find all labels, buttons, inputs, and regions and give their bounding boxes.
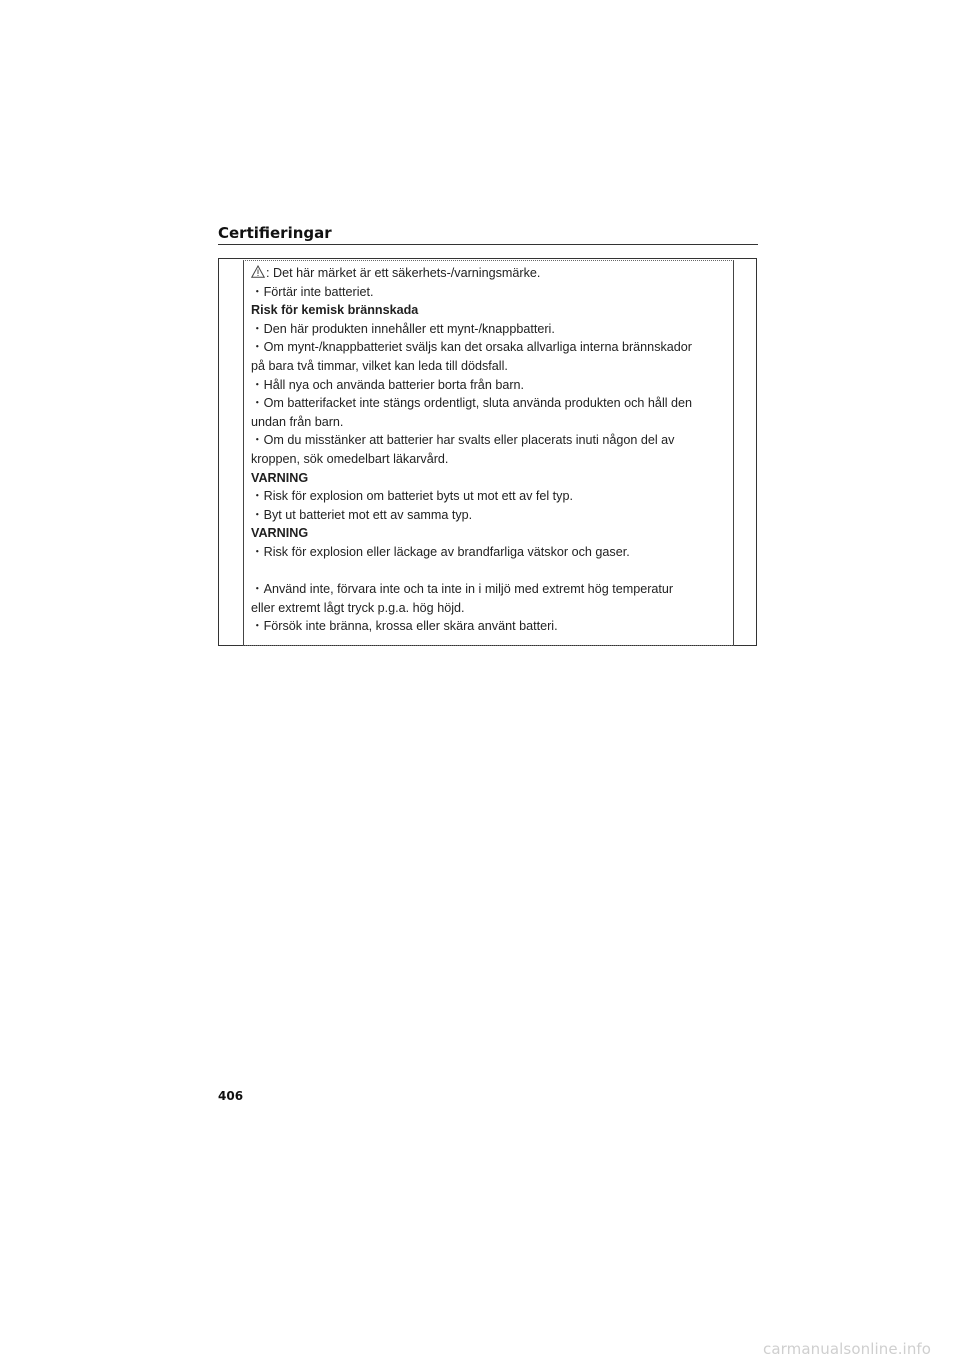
notice-line: ・Om batterifacket inte stängs ordentligt, sluta använda produkten och håll den xyxy=(251,396,693,411)
notice-line: eller extremt lågt tryck p.g.a. hög höjd. xyxy=(251,600,465,615)
safety-mark-line xyxy=(251,264,721,283)
notice-line: ・Försök inte bränna, krossa eller skära använt batteri. xyxy=(251,619,558,634)
notice-line: ・Risk för explosion om batteriet byts ut mot ett av fel typ. xyxy=(251,489,573,504)
notice-line: ・Risk för explosion eller läckage av brandfarliga vätskor och gaser. xyxy=(251,544,630,559)
notice-line: ・Förtär inte batteriet. xyxy=(251,284,374,299)
warning-heading: VARNING xyxy=(251,470,309,485)
notice-line: ・Byt ut batteriet mot ett av samma typ. xyxy=(251,507,473,522)
notice-line: ・Använd inte, förvara inte och ta inte in i miljö med extremt hög temperatur xyxy=(251,582,674,597)
warning-heading: VARNING xyxy=(251,526,309,541)
blank-line xyxy=(251,562,721,581)
notice-heading: Risk för kemisk brännskada xyxy=(251,303,419,318)
page-number: 406 xyxy=(218,1089,244,1103)
title-divider xyxy=(218,244,758,245)
notice-line: ・Om mynt-/knappbatteriet sväljs kan det orsaka allvarliga interna brännskador xyxy=(251,340,692,355)
section-title: Certifieringar xyxy=(218,224,332,242)
safety-mark-text: : Det här märket är ett säkerhets-/varningsmärke. xyxy=(266,266,541,280)
warning-triangle-icon xyxy=(251,265,265,278)
notice-line: ・Den här produkten innehåller ett mynt-/knappbatteri. xyxy=(251,321,555,336)
notice-line: ・Håll nya och använda batterier borta från barn. xyxy=(251,377,525,392)
battery-safety-notice xyxy=(251,264,721,636)
notice-line: kroppen, sök omedelbart läkarvård. xyxy=(251,451,449,466)
notice-line: på bara två timmar, vilket kan leda till dödsfall. xyxy=(251,358,508,373)
notice-line: ・Om du misstänker att batterier har svalts eller placerats inuti någon del av xyxy=(251,433,675,448)
watermark: carmanualsonline.info xyxy=(763,1340,932,1358)
notice-line: undan från barn. xyxy=(251,414,344,429)
